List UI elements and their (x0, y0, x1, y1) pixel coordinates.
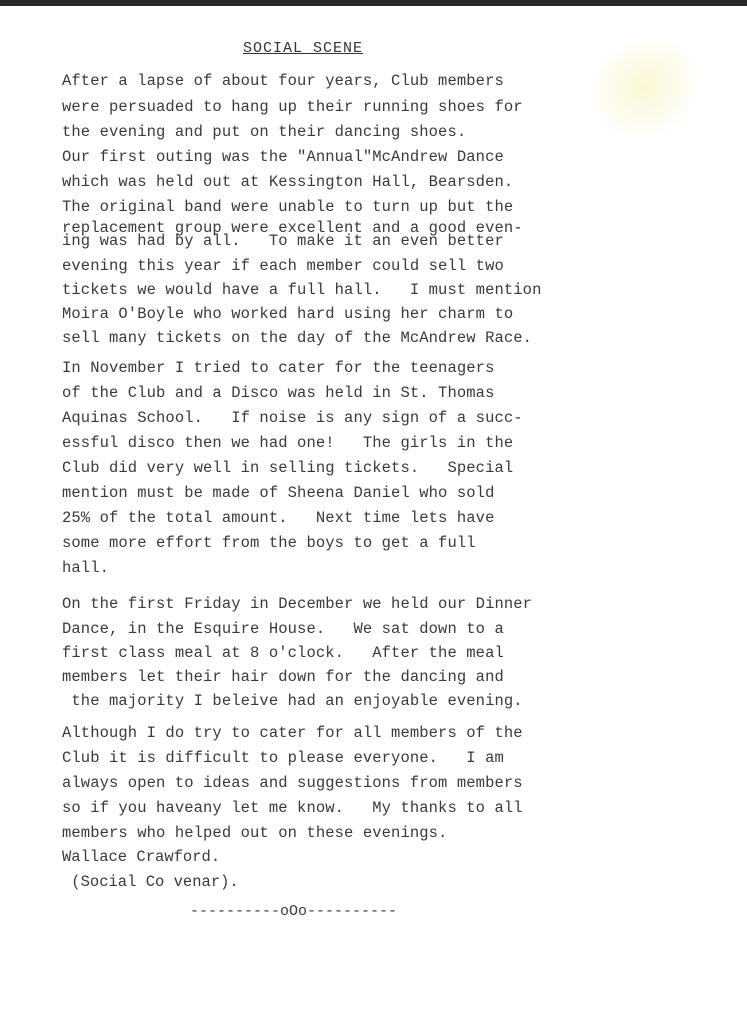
footer-divider: ----------oOo---------- (190, 903, 398, 920)
body-line: were persuaded to hang up their running shoes for (62, 98, 523, 116)
body-line: Dance, in the Esquire House. We sat down to a (62, 620, 504, 638)
body-line: members who helped out on these evenings. (62, 824, 448, 842)
body-line: the majority I beleive had an enjoyable evening. (62, 692, 523, 710)
body-line: On the first Friday in December we held our Dinner (62, 595, 533, 613)
body-line: Moira O'Boyle who worked hard using her charm to (62, 305, 514, 323)
body-line: evening this year if each member could sell two (62, 257, 504, 275)
body-line: In November I tried to cater for the teenagers (62, 359, 495, 377)
body-line: tickets we would have a full hall. I must mention (62, 281, 542, 299)
body-line: 25% of the total amount. Next time lets have (62, 509, 495, 527)
body-line: Our first outing was the "Annual"McAndrew Dance (62, 148, 504, 166)
body-line: sell many tickets on the day of the McAndrew Race. (62, 329, 533, 347)
scan-top-edge (0, 0, 747, 6)
body-line: Club it is difficult to please everyone. I am (62, 749, 504, 767)
body-line: the evening and put on their dancing shoes. (62, 123, 467, 141)
body-line: mention must be made of Sheena Daniel who sold (62, 484, 495, 502)
body-line: hall. (62, 559, 110, 577)
body-line: Aquinas School. If noise is any sign of a succ- (62, 409, 523, 427)
body-line: of the Club and a Disco was held in St. Thomas (62, 384, 495, 402)
paper-stain (574, 19, 717, 156)
body-line: Club did very well in selling tickets. Special (62, 459, 514, 477)
body-line: essful disco then we had one! The girls in the (62, 434, 514, 452)
body-line: members let their hair down for the dancing and (62, 668, 504, 686)
body-line: always open to ideas and suggestions from members (62, 774, 523, 792)
body-line: replacement group were excellent and a good even- (62, 219, 523, 237)
signature-name: Wallace Crawford. (62, 848, 221, 866)
signature-role: (Social Co venar). (62, 873, 239, 891)
body-line: which was held out at Kessington Hall, Bearsden. (62, 173, 514, 191)
body-line: some more effort from the boys to get a full (62, 534, 476, 552)
body-line: first class meal at 8 o'clock. After the meal (62, 644, 504, 662)
body-line: After a lapse of about four years, Club members (62, 72, 504, 90)
body-line: Although I do try to cater for all members of the (62, 724, 523, 742)
page-title: SOCIAL SCENE (243, 40, 364, 57)
body-line: The original band were unable to turn up but the (62, 198, 514, 216)
body-line: ing was had by all. To make it an even better (62, 232, 504, 250)
body-line: so if you haveany let me know. My thanks to all (62, 799, 523, 817)
